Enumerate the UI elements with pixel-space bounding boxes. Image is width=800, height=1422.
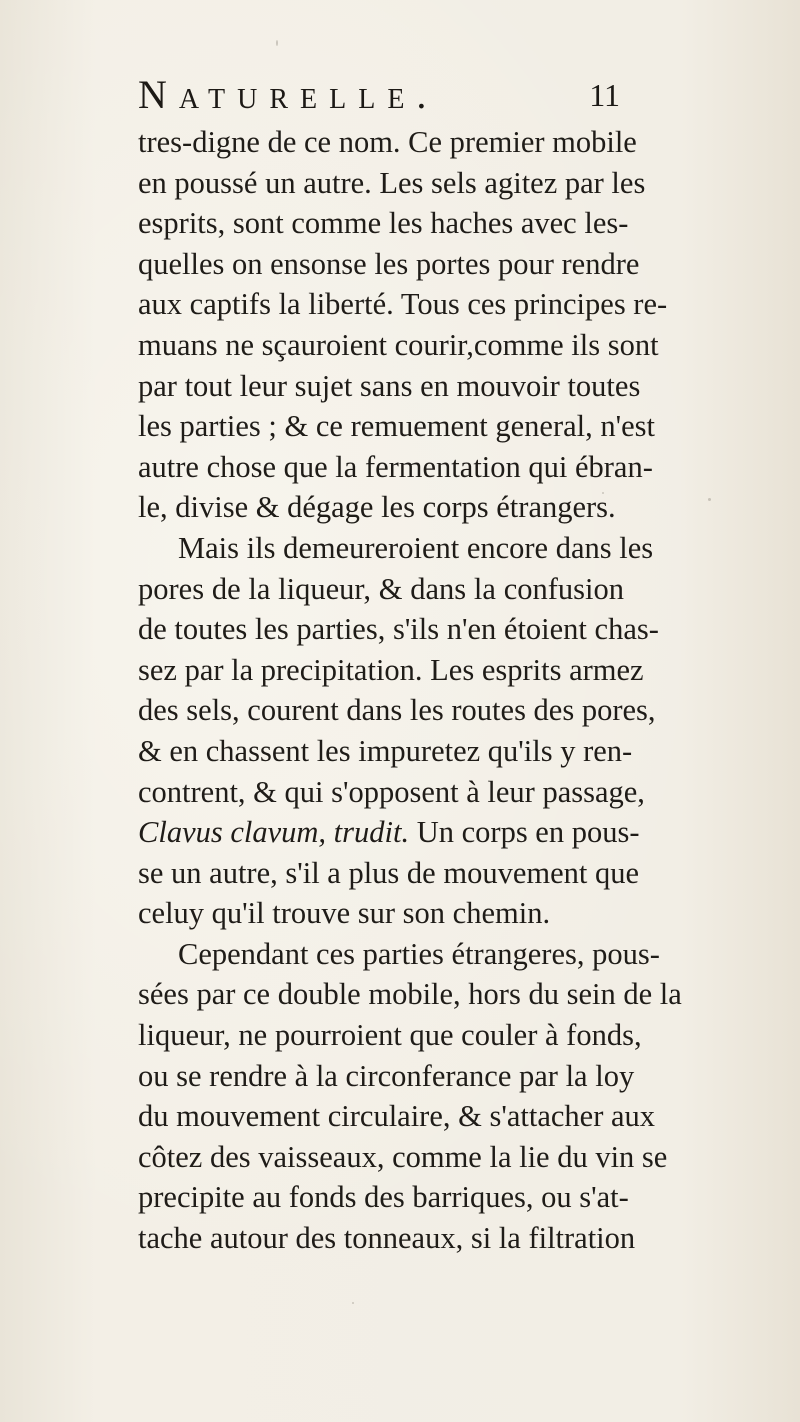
text-line: aux captifs la liberté. Tous ces principes re- [138, 287, 668, 322]
paper-speck [602, 492, 604, 494]
text-line: sez par la precipitation. Les esprits armez [138, 652, 644, 687]
text-line: tache autour des tonneaux, si la filtration [138, 1221, 636, 1256]
paper-speck [352, 1302, 354, 1304]
text-line: côtez des vaisseaux, comme la lie du vin se [138, 1139, 668, 1174]
text-line: autre chose que la fermentation qui ébran- [138, 449, 653, 484]
running-head [138, 70, 620, 120]
paragraph-start-line: Cependant ces parties étrangeres, pous- [178, 936, 660, 971]
text-line: & en chassent les impuretez qu'ils y ren- [138, 733, 633, 768]
text-line-with-italic [138, 812, 640, 853]
text-line: le, divise & dégage les corps étrangers. [138, 490, 616, 525]
paper-speck [708, 498, 711, 501]
text-line: par tout leur sujet sans en mouvoir toutes [138, 368, 641, 403]
paragraph-start-line: Mais ils demeureroient encore dans les [178, 530, 654, 565]
text-line: se un autre, s'il a plus de mouvement que [138, 855, 640, 890]
latin-quote: Clavus clavum, trudit. [138, 815, 410, 850]
text-line: quelles on ensonse les portes pour rendre [138, 246, 640, 281]
text-line: ou se rendre à la circonferance par la loy [138, 1058, 635, 1093]
text-line: du mouvement circulaire, & s'attacher aux [138, 1099, 656, 1134]
body-text [138, 122, 682, 1259]
text-line: liqueur, ne pourroient que couler à fonds, [138, 1018, 642, 1053]
text-fragment: Un corps en pous- [409, 815, 640, 850]
text-line: esprits, sont comme les haches avec les- [138, 206, 629, 241]
text-line: les parties ; & ce remuement general, n'est [138, 409, 656, 444]
text-line: en poussé un autre. Les sels agitez par les [138, 165, 646, 200]
text-line: contrent, & qui s'opposent à leur passage, [138, 774, 645, 809]
text-line: muans ne sçauroient courir,comme ils sont [138, 327, 659, 362]
text-line: precipite au fonds des barriques, ou s'at- [138, 1180, 629, 1215]
text-line: des sels, courent dans les routes des pores, [138, 693, 656, 728]
text-line: de toutes les parties, s'ils n'en étoient chas- [138, 612, 659, 647]
text-line: sées par ce double mobile, hors du sein de la [138, 977, 682, 1012]
text-line: celuy qu'il trouve sur son chemin. [138, 896, 551, 931]
paper-speck [276, 40, 278, 46]
text-line: tres-digne de ce nom. Ce premier mobile [138, 125, 637, 159]
page-number: 11 [589, 77, 620, 113]
running-title: Naturelle. [138, 72, 439, 117]
text-line: pores de la liqueur, & dans la confusion [138, 571, 624, 606]
